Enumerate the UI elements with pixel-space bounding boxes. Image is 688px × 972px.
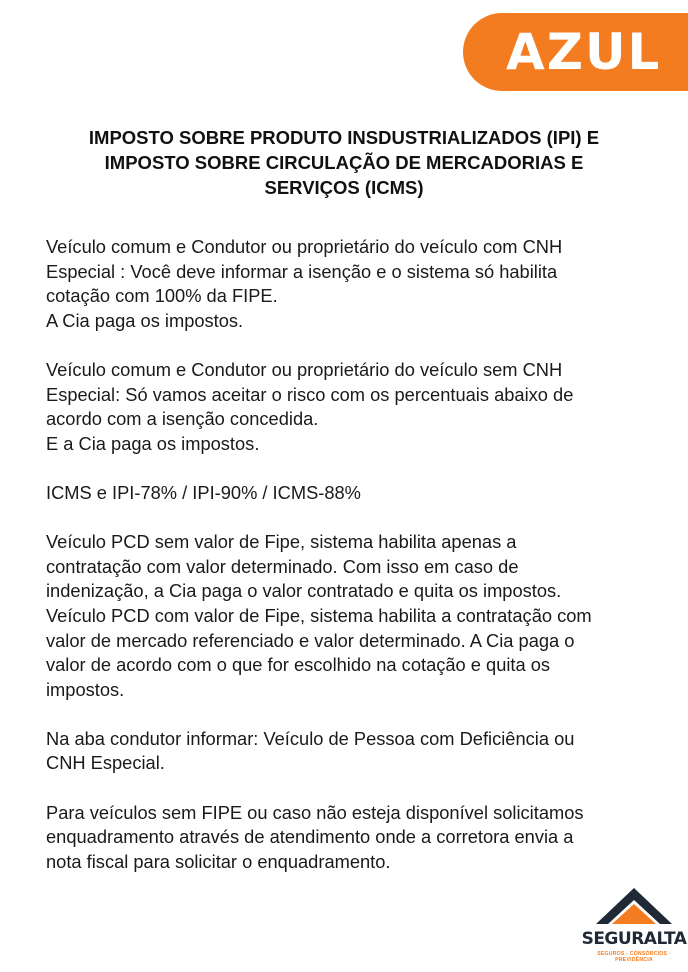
text-line: Para veículos sem FIPE ou caso não esteja disponível solicitamos	[46, 801, 584, 823]
logo-wordmark: SEGURALTA	[581, 929, 687, 949]
text-line: enquadramento através de atendimento onde a corretora envia a	[46, 826, 574, 848]
roof-icon	[594, 886, 674, 930]
title-line: IMPOSTO SOBRE PRODUTO INSDUSTRIALIZADOS (IPI) E	[88, 127, 600, 148]
text-line: A Cia paga os impostos.	[46, 309, 244, 331]
text-line: ICMS e IPI-78% / IPI-90% / ICMS-88%	[46, 481, 361, 503]
paragraph-cnh-especial-com	[46, 235, 666, 333]
text-line: Veículo PCD com valor de Fipe, sistema habilita a contratação com	[46, 604, 592, 626]
text-line: acordo com a isenção concedida.	[46, 408, 319, 430]
text-line: cotação com 100% da FIPE.	[46, 285, 278, 307]
text-line: Veículo PCD sem valor de Fipe, sistema habilita apenas a	[46, 531, 517, 553]
page-title	[40, 125, 648, 200]
paragraph-percentuais	[46, 481, 666, 506]
document-body	[46, 235, 666, 899]
logo-tagline: SEGUROS · CONSÓRCIOS · PREVIDÊNCIA	[597, 951, 671, 963]
paragraph-sem-fipe	[46, 801, 666, 875]
text-line: contratação com valor determinado. Com isso em caso de	[46, 555, 519, 577]
text-line: Especial : Você deve informar a isenção e o sistema só habilita	[46, 260, 558, 282]
text-line: CNH Especial.	[46, 752, 165, 774]
paragraph-veiculo-pcd	[46, 530, 666, 702]
text-line: indenização, a Cia paga o valor contratado e quita os impostos.	[46, 580, 562, 602]
text-line: Veículo comum e Condutor ou proprietário do veículo sem CNH	[46, 358, 563, 380]
text-line: Na aba condutor informar: Veículo de Pessoa com Deficiência ou	[46, 727, 575, 749]
text-line: Veículo comum e Condutor ou proprietário do veículo com CNH	[46, 236, 563, 257]
text-line: valor de acordo com o que for escolhido na cotação e quita os	[46, 654, 551, 676]
text-line: impostos.	[46, 678, 125, 700]
text-line: nota fiscal para solicitar o enquadramento.	[46, 850, 391, 872]
paragraph-aba-condutor	[46, 727, 666, 776]
seguralta-logo	[580, 886, 688, 970]
text-line: E a Cia paga os impostos.	[46, 432, 260, 454]
text-line: Especial: Só vamos aceitar o risco com os percentuais abaixo de	[46, 383, 574, 405]
category-badge-label: AZUL	[506, 23, 662, 81]
title-line: SERVIÇOS (ICMS)	[264, 177, 424, 198]
title-line: IMPOSTO SOBRE CIRCULAÇÃO DE MERCADORIAS E	[104, 152, 584, 173]
text-line: valor de mercado referenciado e valor determinado. A Cia paga o	[46, 629, 575, 651]
category-badge	[463, 13, 688, 91]
paragraph-cnh-especial-sem	[46, 358, 666, 456]
